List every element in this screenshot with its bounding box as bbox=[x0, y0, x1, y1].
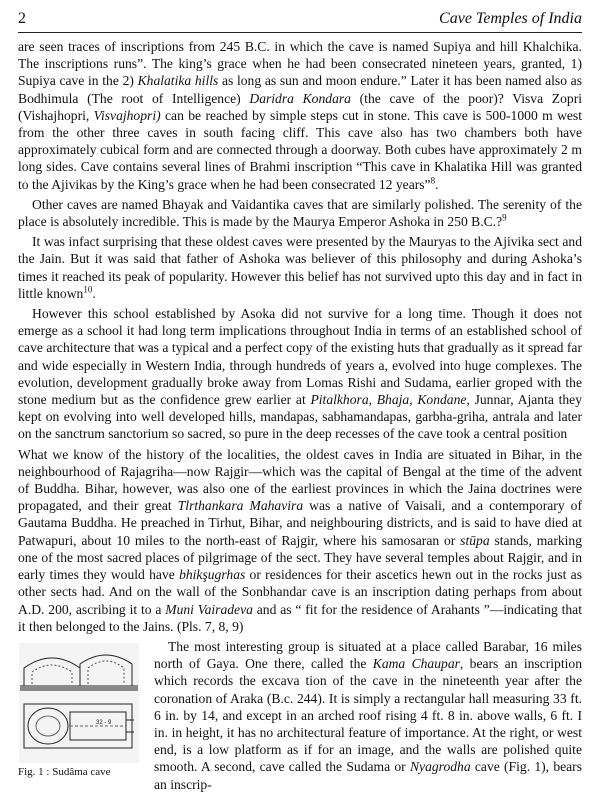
paragraph-1: are seen traces of inscriptions from 245 B.C. in which the cave is named Supiya and hill Khalchika. The inscriptions runs”. The king’s grace when he had been consecrated nineteen years, granted, 1) Supiya cave in the 2) Khalatika hills as long as sun and moon endure.” Later it has been named also as Bodhimula (The root of Intelligence) Daridra Kondara (the cave of the poor)? Visva Zopri (Vishajhopri, Visvajhopri) can be reached by simple steps cut in stone. This cave is 500-1000 m west from the other three caves in south facing cliff. This cave also has two chambers both have approximately cubical form and are connected through a doorway. Both cubes have approximately 2 m long sides. Cave contains several lines of Brahmi inscription “This cave in Khalatika Hill was granted to the Ajivikas by the King’s grace when he had been consecrated 12 years”$^8$. bbox=[18, 39, 583, 192]
figure-caption: Fig. 1 : Sudâma cave bbox=[18, 765, 111, 778]
paragraph-2: Other caves are named Bhayak and Vaidantika caves that are similarly polished. The serenity of the place is absolutely incredible. This is made by the Maurya Emperor Ashoka in 250 B.C.?$^9$ bbox=[18, 196, 582, 230]
paragraph-3: It was infact surprising that these oldest caves were presented by the Mauryas to the Ajivika sect and the Jain. But it was said that father of Ashoka was believer of this philosophy and during Ashoka’s times it reached its peak of popularity. However this belief has not survived upto this day and in fact in little known$^{10}$. bbox=[18, 234, 582, 301]
body-text bbox=[18, 38, 582, 796]
paragraph-6: The most interesting group is situated at a place called Barabar, 16 miles north of Gaya. One there, called the Kama Chaupar, bears an inscription which records the excava tion of the cave in the nineteenth year after the coronation of Araka (B.c. 244). It is simply a rectangular hall measuring 33 ft. 6 in. by 14, and except in an arched roof rising 4 ft. 8 in. above walls, 6 ft. I in. in height, it has no architectural feature of importance. At the right, or west end, is a low platform as if for an image, and the walls are polished quite smooth. A second, cave called the Sudama or Nyagrodha cave (Fig. 1), bears an inscrip- bbox=[154, 638, 582, 792]
footnote-ref-8: 8 bbox=[430, 175, 436, 186]
sudama-cave-plan-drawing bbox=[18, 642, 140, 764]
paragraph-4: However this school established by Asoka did not survive for a long time. Though it does not emerge as a school it had long term implications throughout India in terms of an established school of cave architecture that was a typical and a perfect copy of the existing huts that gradually as it spread far and wide especially in Western India, through hundreds of years a, evolved into huge complexes. The evolution, development gradually broke away from Lomas Rishi and Sudama, earlier groped with the stone medium but as the confidence grew earlier at Pitalkhora, Bhaja, Kondane, Junnar, Ajanta they kept on evolving into well developed hills, mandapas, sabhamandapas, garbha-griha, antrala and later on the sanctrum sanctorium so sacred, so pure in the deep recesses of the cave took a central position bbox=[18, 306, 583, 442]
page-number: 2 bbox=[18, 10, 26, 27]
paragraph-5: What we know of the history of the localities, the oldest caves in India are situated in Bihar, in the neighbourhood of Rajagriha—now Rajgir—which was the capital of Bengal at the time of the advent of Buddha. Bihar, however, was also one of the earliest provinces in which the Jaina doctrines were propagated, and their great Tlrthankara Mahavira was a native of Vaisali, and a contemporary of Gautama Buddha. He preached in Tirhut, Bihar, and neighbouring districts, and is said to have died at Patwapuri, about 10 miles to the north-east of Rajgir, where his samosaran or stūpa stands, marking one of the most sacred places of pilgrimage of the sect. They have several temples about Rajgir, and in early times they would have bhikşugrhas or residences for their ascetics hewn out in the rocks just as other sects had. And on the wall of the Sonbhandar cave is an inscription dating perhaps from about A.D. 200, ascribing it to a Muni Vairadeva and as “ fit for the residence of Arahants ”—indicating that it then belonged to the Jains. (Pls. 7, 8, 9) bbox=[18, 446, 583, 634]
figure-sudama-cave bbox=[18, 642, 140, 779]
footnote-ref-10: 10 bbox=[83, 284, 93, 295]
footnote-ref-9: 9 bbox=[502, 212, 507, 223]
running-title: Cave Temples of India bbox=[439, 10, 582, 27]
section-hatching bbox=[20, 687, 138, 691]
plan-dimension-label: 32 - 9 bbox=[96, 719, 112, 726]
page-header bbox=[18, 6, 582, 33]
